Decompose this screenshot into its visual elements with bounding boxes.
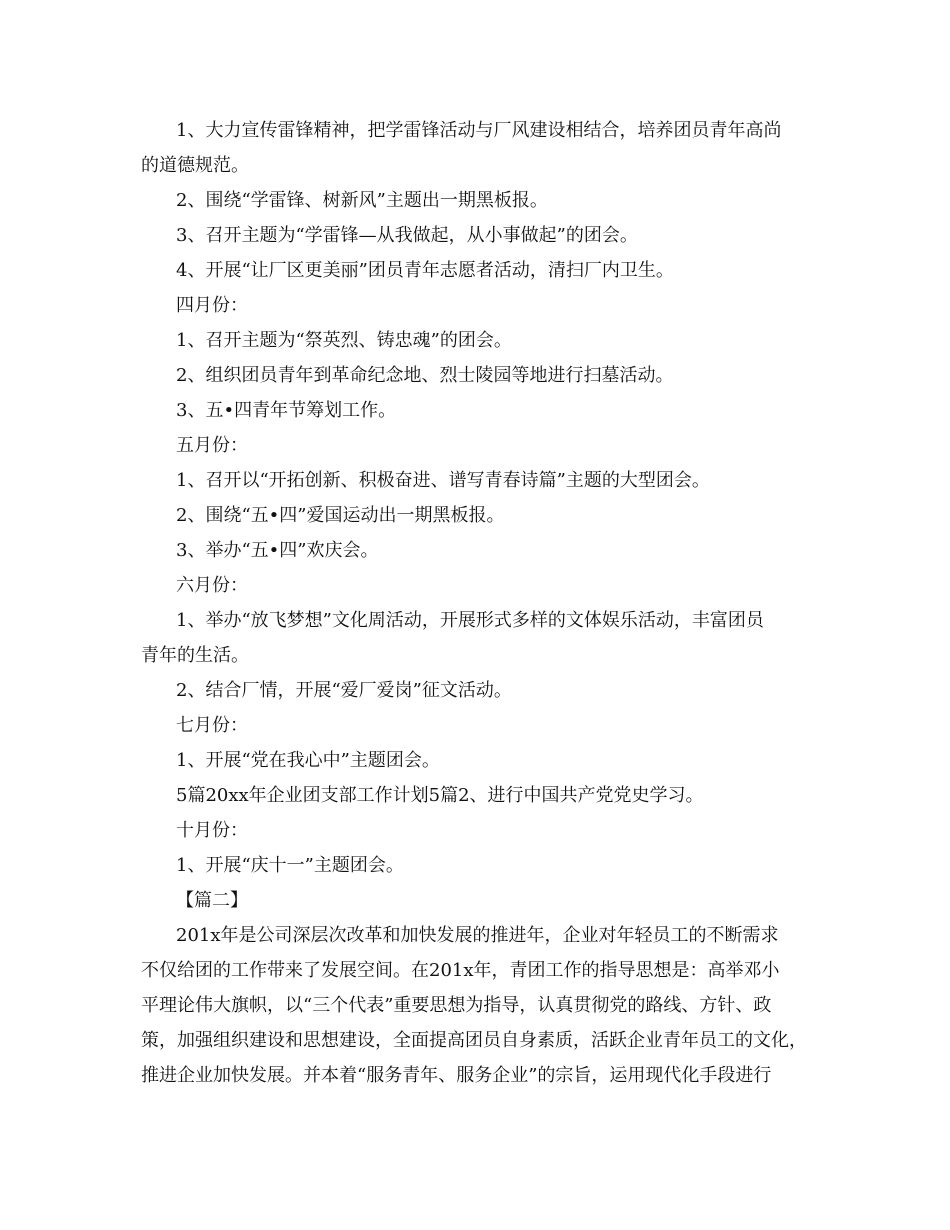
list-item: 2、结合厂情，开展“爱厂爱岗”征文活动。 bbox=[176, 680, 512, 701]
list-item: 3、五•四青年节筹划工作。 bbox=[176, 400, 397, 421]
list-item: 2、组织团员青年到革命纪念地、烈士陵园等地进行扫墓活动。 bbox=[176, 365, 674, 386]
paragraph-line: 平理论伟大旗帜，以“三个代表”重要思想为指导，认真贯彻党的路线、方针、政 bbox=[141, 995, 772, 1016]
paragraph-line: 不仅给团的工作带来了发展空间。在201x年，青团工作的指导思想是：高举邓小 bbox=[141, 960, 780, 981]
list-item: 2、围绕“学雷锋、树新风”主题出一期黑板报。 bbox=[176, 190, 548, 211]
paragraph-line: 策，加强组织建设和思想建设，全面提高团员自身素质，活跃企业青年员工的文化， bbox=[141, 1030, 807, 1051]
list-item: 1、开展“庆十一”主题团会。 bbox=[176, 855, 404, 876]
month-heading: 十月份： bbox=[176, 820, 248, 841]
list-item: 3、召开主题为“学雷锋—从我做起，从小事做起”的团会。 bbox=[176, 225, 638, 246]
list-item: 5篇20xx年企业团支部工作计划5篇2、进行中国共产党党史学习。 bbox=[176, 785, 704, 806]
paragraph-line: 青年的生活。 bbox=[141, 645, 249, 666]
month-heading: 七月份： bbox=[176, 715, 248, 736]
list-item: 1、开展“党在我心中”主题团会。 bbox=[176, 750, 440, 771]
paragraph-line: 的道德规范。 bbox=[141, 155, 249, 176]
list-item: 4、开展“让厂区更美丽”团员青年志愿者活动，清扫厂内卫生。 bbox=[176, 260, 674, 281]
list-item: 1、召开以“开拓创新、积极奋进、谱写青春诗篇”主题的大型团会。 bbox=[176, 470, 710, 491]
list-item: 2、围绕“五•四”爱国运动出一期黑板报。 bbox=[176, 505, 505, 526]
paragraph-line: 1、大力宣传雷锋精神，把学雷锋活动与厂风建设相结合，培养团员青年高尚 bbox=[176, 120, 782, 141]
list-item: 3、举办“五•四”欢庆会。 bbox=[176, 540, 379, 561]
month-heading: 六月份： bbox=[176, 575, 248, 596]
section-heading: 【篇二】 bbox=[176, 890, 248, 911]
paragraph-line: 推进企业加快发展。并本着“服务青年、服务企业”的宗旨，运用现代化手段进行 bbox=[141, 1065, 772, 1086]
list-item: 1、召开主题为“祭英烈、铸忠魂”的团会。 bbox=[176, 330, 512, 351]
list-item: 1、举办“放飞梦想”文化周活动，开展形式多样的文体娱乐活动，丰富团员 bbox=[176, 610, 764, 631]
month-heading: 四月份： bbox=[176, 295, 248, 316]
month-heading: 五月份： bbox=[176, 435, 248, 456]
paragraph-line: 201x年是公司深层次改革和加快发展的推进年，企业对年轻员工的不断需求 bbox=[176, 925, 779, 946]
